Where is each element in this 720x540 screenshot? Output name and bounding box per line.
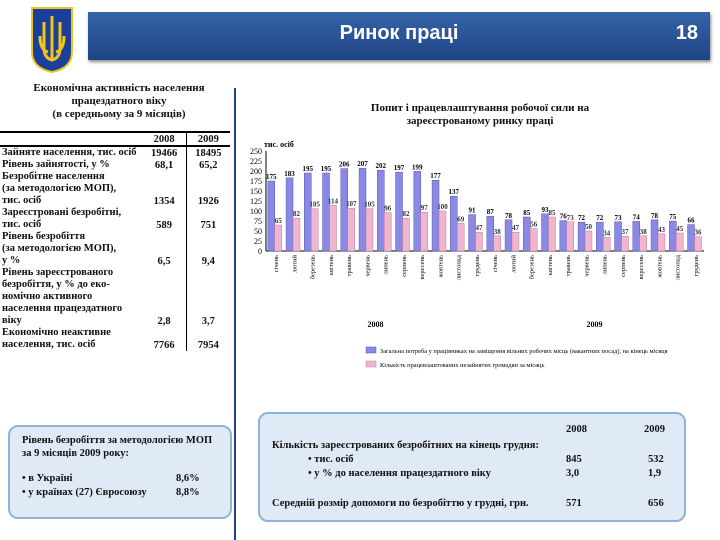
row-value-2009: 1,9 — [648, 468, 662, 479]
year-label: 2009 — [586, 320, 603, 329]
value-2008: 2,8 — [157, 316, 171, 327]
x-tick-label: листопад — [455, 255, 463, 281]
x-tick-label: грудень — [473, 255, 481, 277]
x-tick-label: квітень — [546, 255, 554, 276]
data-label-demand: 78 — [505, 211, 513, 220]
data-label-employed: 69 — [457, 215, 465, 224]
row-label — [0, 267, 142, 327]
value-2008: 1354 — [153, 196, 175, 207]
data-label-employed: 82 — [292, 210, 300, 219]
labour-stats-table — [0, 131, 230, 351]
value-2008: 7766 — [153, 340, 175, 351]
y-tick-label: 0 — [258, 247, 262, 256]
bar-demand — [469, 215, 476, 251]
row-label-line: Зайняте населення, тис. осіб — [2, 147, 137, 158]
page-title: Ринок праці — [339, 22, 459, 44]
y-tick-label: 200 — [250, 167, 262, 176]
value-2008: 589 — [156, 220, 172, 231]
row-label-line: (за методологією МОП), — [2, 183, 117, 194]
left-title-line: Економічна активність населення — [33, 82, 205, 94]
x-tick-label: вересень — [638, 255, 646, 280]
value-2009: 1926 — [186, 171, 230, 207]
x-tick-label: квітень — [327, 255, 335, 276]
bar-demand — [615, 222, 622, 251]
row-label-line: віку — [2, 315, 22, 326]
bar-demand — [633, 221, 640, 251]
bar-demand — [688, 225, 695, 251]
value-2009: 18495 — [186, 146, 230, 159]
row-label-line: Рівень безробіття — [2, 231, 85, 242]
bar-employed — [549, 217, 556, 251]
y-tick-label: 250 — [250, 147, 262, 156]
row-value-2009: 532 — [648, 454, 664, 465]
bar-employed — [585, 231, 592, 251]
x-tick-label: травень — [346, 255, 354, 277]
bar-employed — [476, 232, 483, 251]
row-value-2008: 3,0 — [566, 468, 580, 479]
row-label — [0, 159, 142, 171]
bar-employed — [311, 209, 318, 251]
year-label: 2008 — [367, 320, 384, 329]
row-label — [0, 146, 142, 159]
row-label — [0, 171, 142, 207]
x-tick-label: жовтень — [656, 255, 664, 278]
benefit-value-2009: 656 — [648, 498, 664, 509]
data-label-employed: 37 — [621, 228, 629, 237]
bar-employed — [658, 234, 665, 251]
x-tick-label: вересень — [419, 255, 427, 280]
data-label-employed: 100 — [437, 203, 448, 211]
row-label-line: Рівень зайнятості, у % — [2, 159, 110, 170]
value-2008: 19466 — [150, 148, 178, 159]
chart-title-text: Попит і працевлаштування робочої сили на зареєстрованому ринку праці — [370, 102, 590, 127]
table-row — [0, 207, 230, 231]
data-label-demand: 207 — [357, 160, 368, 169]
panel-title-line: за 9 місяців 2009 року: — [22, 448, 129, 459]
y-tick-label: 100 — [250, 207, 262, 216]
ukraine-value: 8,6% — [176, 473, 200, 484]
table-row — [0, 171, 230, 207]
bar-demand — [523, 217, 530, 251]
data-label-demand: 72 — [596, 214, 604, 223]
bar-employed — [330, 205, 337, 251]
bar-employed — [676, 233, 683, 251]
x-tick-label: лютий — [510, 255, 518, 273]
table-header-blank — [0, 132, 142, 146]
x-tick-label: липень — [601, 255, 609, 275]
bar-demand — [450, 196, 457, 251]
bar-demand — [414, 171, 421, 251]
bar-demand — [560, 221, 567, 251]
y-tick-label: 175 — [250, 177, 262, 186]
bar-employed — [366, 209, 373, 251]
data-label-demand: 199 — [412, 163, 423, 172]
bar-employed — [275, 225, 282, 251]
y-tick-label: 225 — [250, 157, 262, 166]
data-label-employed: 34 — [603, 229, 611, 238]
benefit-label: Середній розмір допомоги по безробіттю у грудні, грн. — [272, 498, 529, 509]
row-label-line: Безробітне населення — [2, 171, 105, 182]
bar-demand — [377, 170, 384, 251]
data-label-demand: 175 — [266, 173, 277, 181]
bar-employed — [421, 212, 428, 251]
row-label-line: населення працездатного — [2, 303, 123, 314]
data-label-demand: 195 — [302, 165, 314, 173]
labour-demand-chart — [236, 135, 710, 375]
bar-demand — [578, 222, 585, 251]
row-label-line: Рівень зареєстрованого — [2, 267, 114, 278]
y-axis-label: тис. осіб — [264, 140, 294, 149]
row-label: • тис. осіб — [308, 454, 354, 465]
y-tick-label: 25 — [254, 237, 262, 246]
bar-employed — [512, 232, 519, 251]
data-label-demand: 195 — [320, 165, 332, 173]
x-tick-label: травень — [565, 255, 573, 277]
data-label-employed: 43 — [657, 225, 665, 234]
data-label-employed: 45 — [676, 225, 684, 233]
x-tick-label: жовтень — [437, 255, 445, 278]
bar-demand — [596, 222, 603, 251]
table-row — [0, 231, 230, 267]
data-label-demand: 183 — [284, 169, 295, 178]
ukraine-label: • в Україні — [22, 473, 73, 484]
data-label-demand: 87 — [486, 208, 494, 217]
data-label-employed: 105 — [309, 200, 320, 209]
left-table-title — [10, 82, 228, 121]
bar-employed — [603, 237, 610, 251]
data-label-employed: 96 — [384, 204, 392, 213]
bar-employed — [457, 223, 464, 251]
x-tick-label: грудень — [692, 255, 700, 277]
registered-unemployed-panel — [258, 412, 686, 522]
value-2009: 751 — [186, 207, 230, 231]
bar-employed — [695, 237, 702, 251]
bar-employed — [530, 229, 537, 251]
x-tick-label: серпень — [619, 255, 627, 277]
year-header: 2008 — [566, 424, 587, 435]
data-label-demand: 72 — [578, 214, 586, 223]
x-tick-label: січень — [492, 255, 500, 273]
data-label-employed: 36 — [694, 228, 702, 237]
row-label-line: Зареєстровані безробітні, — [2, 207, 122, 218]
data-label-demand: 73 — [614, 213, 622, 222]
data-label-demand: 75 — [669, 213, 677, 221]
left-title-line: (в середньому за 9 місяців) — [52, 108, 186, 120]
data-label-demand: 197 — [393, 164, 405, 173]
eu-label: • у країнах (27) Євросоюзу — [22, 487, 147, 498]
table-row — [0, 267, 230, 327]
data-label-demand: 137 — [448, 188, 460, 197]
bar-employed — [348, 208, 355, 251]
year-header: 2008 — [142, 132, 186, 146]
x-tick-label: березень — [528, 255, 536, 280]
bar-demand — [323, 173, 330, 251]
data-label-employed: 50 — [584, 223, 592, 231]
bar-demand — [286, 178, 293, 251]
row-label-line: (за методологією МОП), — [2, 243, 117, 254]
data-label-employed: 73 — [566, 213, 574, 222]
bar-employed — [640, 236, 647, 251]
data-label-employed: 38 — [639, 227, 647, 236]
panel-title-line: Рівень безробіття за методологією МОП — [22, 435, 213, 446]
bar-demand — [669, 221, 676, 251]
row-value-2008: 845 — [566, 454, 582, 465]
row-label — [0, 327, 142, 351]
data-label-employed: 47 — [475, 224, 483, 233]
bar-demand — [359, 168, 366, 251]
legend-label-demand: Загальна потреба у працівниках на заміщення вільних робочих місць (вакантних посад), на кінець місяця — [380, 348, 668, 355]
data-label-employed: 114 — [327, 197, 339, 206]
year-header: 2009 — [186, 132, 230, 146]
bar-demand — [505, 220, 512, 251]
bar-demand — [268, 181, 275, 251]
data-label-demand: 177 — [430, 172, 441, 181]
bar-demand — [396, 172, 403, 251]
x-tick-label: серпень — [400, 255, 408, 277]
table-row — [0, 327, 230, 351]
data-label-employed: 56 — [530, 220, 538, 229]
page-number: 18 — [675, 22, 698, 44]
x-tick-label: червень — [364, 255, 372, 277]
value-2009: 65,2 — [186, 159, 230, 171]
chart-title — [340, 102, 620, 128]
row-label-line: номічно активного — [2, 291, 93, 302]
data-label-employed: 105 — [364, 200, 375, 209]
y-tick-label: 150 — [250, 187, 262, 196]
bar-employed — [567, 222, 574, 251]
data-label-employed: 82 — [402, 210, 410, 219]
row-label-line: тис. осіб — [2, 195, 42, 206]
row-label-line: безробіття, у % до еко- — [2, 279, 110, 290]
value-2009: 7954 — [186, 327, 230, 351]
bar-employed — [622, 236, 629, 251]
value-2008: 6,5 — [157, 256, 171, 267]
row-label-line: у % — [2, 255, 21, 266]
left-title-line: працездатного віку — [71, 95, 167, 107]
data-label-demand: 78 — [651, 211, 659, 220]
y-tick-label: 50 — [254, 227, 262, 236]
eu-value: 8,8% — [176, 487, 200, 498]
data-label-employed: 38 — [493, 227, 501, 236]
data-label-demand: 206 — [339, 160, 350, 169]
legend-swatch-demand — [366, 347, 376, 353]
coat-of-arms-icon — [30, 6, 74, 74]
x-tick-label: червень — [583, 255, 591, 277]
data-label-employed: 47 — [511, 224, 519, 233]
year-header: 2009 — [644, 424, 665, 435]
data-label-demand: 74 — [632, 213, 640, 222]
bar-employed — [403, 218, 410, 251]
bar-employed — [439, 211, 446, 251]
data-label-demand: 66 — [687, 216, 695, 225]
data-label-demand: 85 — [523, 209, 531, 217]
x-tick-label: лютий — [291, 255, 299, 273]
bar-demand — [341, 169, 348, 251]
legend-swatch-employed — [366, 361, 376, 367]
data-label-demand: 76 — [559, 212, 567, 221]
y-tick-label: 75 — [254, 217, 262, 226]
row-label — [0, 231, 142, 267]
data-label-employed: 85 — [548, 209, 556, 217]
bar-demand — [651, 220, 658, 251]
value-2008: 68,1 — [154, 160, 174, 171]
row-label-line: тис. осіб — [2, 219, 42, 230]
bar-demand — [304, 173, 311, 251]
data-label-employed: 97 — [420, 204, 428, 213]
bar-employed — [384, 213, 391, 251]
bar-demand — [487, 216, 494, 251]
value-2009: 9,4 — [186, 231, 230, 267]
bar-demand — [432, 180, 439, 251]
x-tick-label: липень — [382, 255, 390, 275]
data-label-demand: 202 — [375, 162, 387, 171]
row-label: • у % до населення працездатного віку — [308, 468, 491, 479]
x-tick-label: листопад — [674, 255, 682, 281]
x-tick-label: січень — [273, 255, 281, 273]
row-label — [0, 207, 142, 231]
eu-comparison-panel — [8, 425, 232, 519]
y-tick-label: 125 — [250, 197, 262, 206]
bar-demand — [542, 214, 549, 251]
row-label-line: Економічно неактивне — [2, 327, 111, 338]
table-row — [0, 146, 230, 159]
data-label-demand: 91 — [468, 206, 476, 215]
data-label-demand: 93 — [541, 205, 549, 214]
x-tick-label: березень — [309, 255, 317, 280]
value-2009: 3,7 — [186, 267, 230, 327]
row-label-line: населення, тис. осіб — [2, 339, 96, 350]
data-label-employed: 65 — [274, 217, 282, 225]
data-label-employed: 107 — [345, 200, 357, 209]
benefit-value-2008: 571 — [566, 498, 582, 509]
legend-label-employed: Кількість працевлаштованих незайнятих громадян за місяць — [380, 362, 545, 369]
header-bar — [88, 12, 710, 60]
bar-employed — [494, 236, 501, 251]
panel-header: Кількість зареєстрованих безробітних на кінець грудня: — [272, 440, 539, 451]
table-row — [0, 159, 230, 171]
bar-employed — [293, 218, 300, 251]
